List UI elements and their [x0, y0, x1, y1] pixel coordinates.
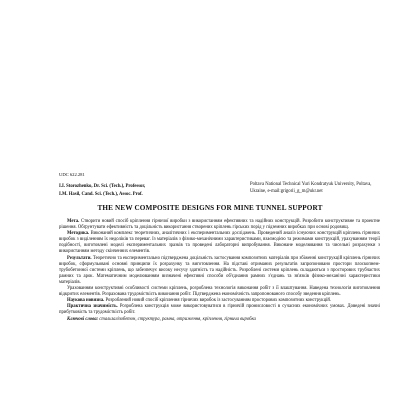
- section-text: Розроблена конструкція може використовуватися в гірничій промисловості в сучасних економічних умовах. Доведені значні прибутковість та трудомісткість робіт.: [59, 304, 380, 316]
- keywords-label: Ключові слова:: [67, 316, 99, 322]
- abstract-paragraph-results: [59, 256, 380, 286]
- abstract-keywords: [59, 317, 380, 323]
- affiliation: Poltava National Technical Yuri Kondratyuk University, Poltava, Ukraine, e-mail:grigorii_g_m@ukr.net: [250, 182, 372, 194]
- article-title: THE NEW COMPOSITE DESIGNS FOR MINE TUNNEL SUPPORT: [97, 204, 323, 212]
- section-text: Створити новий спосіб кріплення гірничої виробки з використанням ефективних та надійних конструкцій. Розробити конструктивне та проектне рішення. Обґрунтувати ефективність та доцільність використання створених кріплень гірських порід у підземних виробках при основі родовищ.: [59, 219, 380, 231]
- udc-code: UDC 622.281: [59, 172, 85, 177]
- section-label: Практична значимість.: [67, 304, 118, 310]
- abstract-body: [59, 219, 380, 323]
- author-line-1: I.I. Storozhenko, Dr. Sci. (Tech.), Professor,: [59, 184, 146, 189]
- section-label: Мета.: [67, 219, 80, 224]
- section-label: Результати.: [67, 255, 92, 261]
- section-text: Виконаний комплекс теоретичних, аналітичних і експериментальних досліджень. Проведений аналіз існуючих конструкцій кріплень гірничих виробок з виділенням їх недоліків та переваг. Із матеріалів з фізико-механічними характеристиками, взаємодією та режимами конструкцій, урахуванням теорії подібності, виготовлені моделі експериментальних зразків та проведені лабораторні випробування. Виконане моделювання та чисельні розрахунки з використанням методу скінченних елементів.: [59, 231, 380, 255]
- authors-block: [59, 183, 249, 199]
- author-line-2: I.M. Hasil, Cand. Sci. (Tech.), Assoc. Prof.: [59, 192, 143, 197]
- section-label: Методика.: [67, 231, 90, 237]
- section-text: Розроблений новий спосіб кріплення гірничих виробок із застосуванням просторових композитних конструкцій.: [105, 298, 332, 304]
- abstract-paragraph-methodology: [59, 231, 380, 255]
- keywords-text: стальзалізобетон, структура, рамна, отриження, кріплення, гірнича виробка: [99, 316, 256, 322]
- section-text: Теоретично та експериментально підтверджена доцільність застосування композитних матеріалів при збіженні конструкцій кріплень гірничих виробок, сформульовані основні принципи їх розрахунку та виготовлення. На підставі отриманих результатів запропоновано простори плоскопнем-трубобетонної системи кріплень, що забезпечує високу несучу здатність та надійність. Розроблені системи кріплень складаються з просторових трубчастих рамних та арок. Математичним моделюванням визначені ефективні способи об'єднання рамних з'єднань та зв'язків фізико-механічні характеристики матеріалів.: [59, 255, 381, 285]
- section-text: Урахованням конструктивні особливості системи кріплень, розроблена технологія виконання робіт з її влаштування. Наведена технологія виготовлення відкритих елементів. Розрахована трудомісткість виконання робіт. Підтверджена економічність запропонованого способу зведення кріплень.: [59, 286, 380, 298]
- abstract-paragraph-practical-value: [59, 304, 380, 316]
- section-label: Наукова новизна.: [67, 298, 105, 304]
- abstract-paragraph-results-continued: [59, 286, 380, 298]
- abstract-paragraph-purpose: [59, 219, 380, 231]
